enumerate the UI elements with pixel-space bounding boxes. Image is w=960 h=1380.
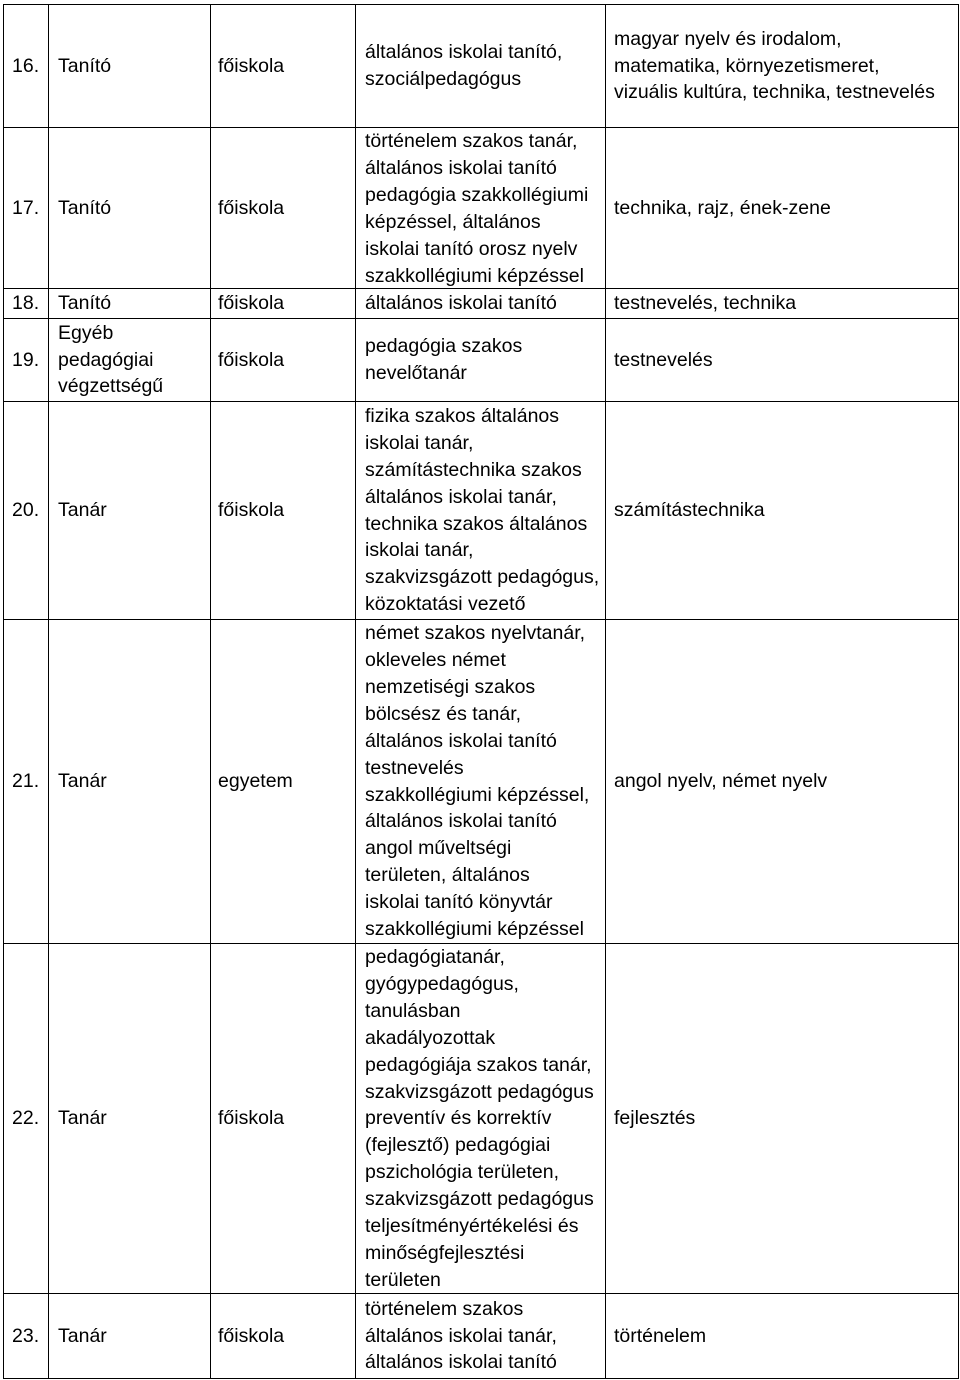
row-number: 20.: [4, 402, 49, 619]
level-cell: főiskola: [211, 944, 356, 1294]
row-number: 22.: [4, 944, 49, 1294]
qualification-cell: történelem szakos tanár, általános iskolai tanító pedagógia szakkollégiumi képzéssel, általános iskolai tanító orosz nyelv szakkollégiumi képzéssel: [356, 128, 606, 289]
role-cell: Tanár: [49, 944, 211, 1294]
table-row: [4, 1294, 959, 1379]
role-cell: Tanár: [49, 1294, 211, 1378]
level-cell: főiskola: [211, 5, 356, 127]
table-row: [4, 402, 959, 620]
row-number: 21.: [4, 620, 49, 943]
subjects-cell: magyar nyelv és irodalom, matematika, környezetismeret, vizuális kultúra, technika, testnevelés: [606, 5, 959, 127]
subjects-cell: számítástechnika: [606, 402, 959, 619]
role-cell: Tanító: [49, 5, 211, 127]
subjects-cell: angol nyelv, német nyelv: [606, 620, 959, 943]
role-cell: Tanár: [49, 620, 211, 943]
role-cell: Tanító: [49, 128, 211, 289]
role-cell: Egyéb pedagógiai végzettségű: [49, 319, 211, 401]
level-cell: főiskola: [211, 1294, 356, 1378]
qualification-cell: fizika szakos általános iskolai tanár, számítástechnika szakos általános iskolai tanár, technika szakos általános iskolai tanár, szakvizsgázott pedagógus, közoktatási vezető: [356, 402, 606, 619]
staff-table: [3, 4, 959, 1379]
row-number: 23.: [4, 1294, 49, 1378]
row-number: 19.: [4, 319, 49, 401]
subjects-cell: testnevelés: [606, 319, 959, 401]
table-row: [4, 319, 959, 402]
subjects-cell: technika, rajz, ének-zene: [606, 128, 959, 289]
table-row: [4, 944, 959, 1294]
level-cell: főiskola: [211, 402, 356, 619]
subjects-cell: testnevelés, technika: [606, 289, 959, 318]
level-cell: főiskola: [211, 319, 356, 401]
subjects-cell: fejlesztés: [606, 944, 959, 1294]
table-row: [4, 620, 959, 944]
subjects-cell: történelem: [606, 1294, 959, 1378]
level-cell: főiskola: [211, 128, 356, 289]
row-number: 18.: [4, 289, 49, 318]
table-row: [4, 128, 959, 289]
role-cell: Tanár: [49, 402, 211, 619]
row-number: 16.: [4, 5, 49, 127]
qualification-cell: általános iskolai tanító, szociálpedagógus: [356, 5, 606, 127]
row-number: 17.: [4, 128, 49, 289]
role-cell: Tanító: [49, 289, 211, 318]
qualification-cell: történelem szakos általános iskolai tanár, általános iskolai tanító: [356, 1294, 606, 1378]
level-cell: főiskola: [211, 289, 356, 318]
qualification-cell: pedagógia szakos nevelőtanár: [356, 319, 606, 401]
level-cell: egyetem: [211, 620, 356, 943]
qualification-cell: német szakos nyelvtanár, okleveles német nemzetiségi szakos bölcsész és tanár, általános iskolai tanító testnevelés szakkollégiumi képzéssel, általános iskolai tanító angol műveltségi területen, általános iskolai tanító könyvtár szakkollégiumi képzéssel: [356, 620, 606, 943]
qualification-cell: pedagógiatanár, gyógypedagógus, tanulásban akadályozottak pedagógiája szakos tanár, szakvizsgázott pedagógus preventív és korrektív (fejlesztő) pedagógiai pszichológia területen, szakvizsgázott pedagógus teljesítményértékelési és minőségfejlesztési területen: [356, 944, 606, 1294]
table-row: [4, 5, 959, 128]
table-row: [4, 289, 959, 319]
qualification-cell: általános iskolai tanító: [356, 289, 606, 318]
